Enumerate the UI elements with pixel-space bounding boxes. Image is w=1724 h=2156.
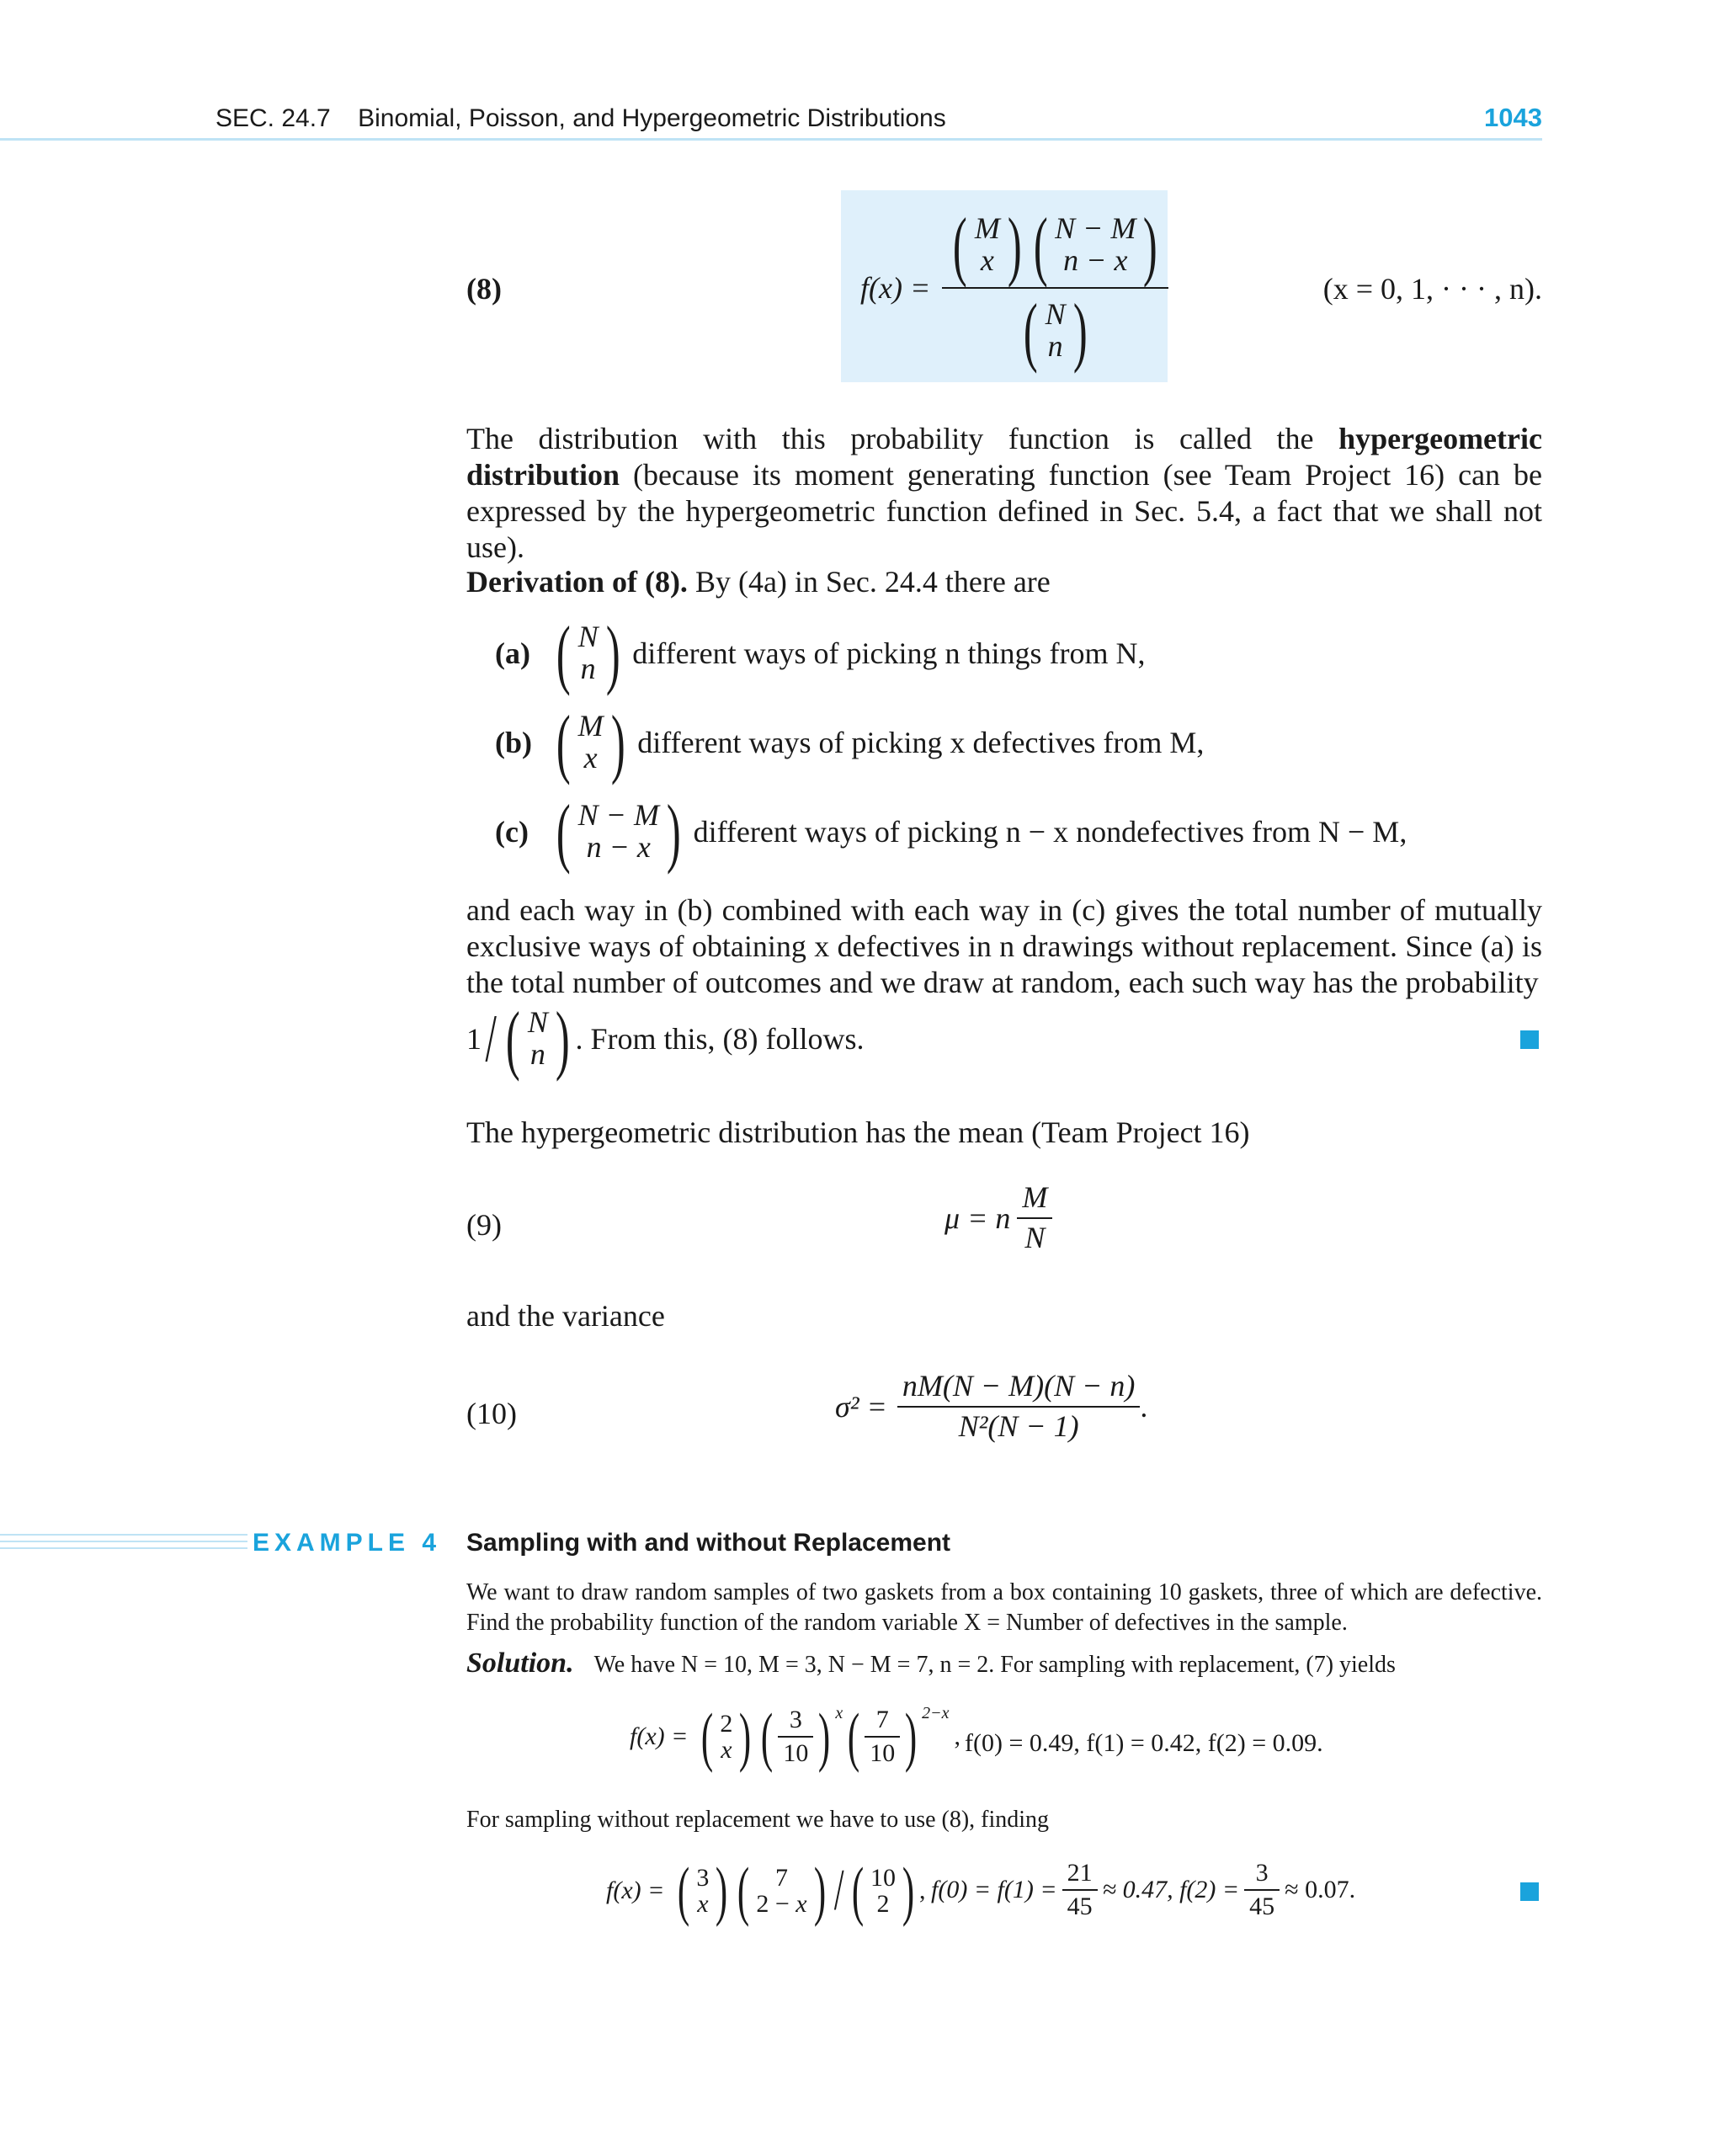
derivation-item-b: (b) ( M x ) different ways of picking x defectives from M, <box>495 700 1205 785</box>
with-replacement-formula: f(x) = ( 2 x ) ( $\frac{3}{10}$ ) x ( $\frac{7}{10}$ ) 2−x , <box>630 1700 961 1773</box>
mean-intro: The hypergeometric distribution has the mean (Team Project 16) <box>466 1115 1250 1149</box>
running-header <box>216 104 946 133</box>
paragraph-hypergeometric-definition: The distribution with this probability function is called the hypergeometric distribution (because its moment generating function (see Team Project 16) can be expressed by the hypergeometric function defined in Sec. 5.4, a fact that we shall not use). <box>466 422 1542 564</box>
eq8-lhs: f(x) = <box>860 271 931 305</box>
derivation-heading: Derivation of (8). By (4a) in Sec. 24.4 there are <box>466 565 1051 599</box>
equation-9-label: (9) <box>466 1208 502 1242</box>
without-replacement-values: f(0) = f(1) = $\frac{21}{45}$ ≈ 0.47, f(2) = $\frac{3}{45}$ ≈ 0.07. <box>931 1859 1356 1920</box>
equation-8-label: (8) <box>466 272 502 306</box>
derivation-explanation: and each way in (b) combined with each way in (c) gives the total number of mutually exclusive ways of obtaining x defectives in n drawings without replacement. Since (a) is the total number of outcomes and we draw at random, each such way has the probability <box>466 893 1542 999</box>
qed-square-example <box>1520 1882 1539 1901</box>
example-problem: We want to draw random samples of two gaskets from a box containing 10 gaskets, three of which are defective. Find the probability function of the random variable X = Number of defectives in the sample. <box>466 1579 1542 1636</box>
section-number: SEC. 24.7 <box>216 104 331 132</box>
header-rule <box>0 138 1542 141</box>
without-replacement-intro: For sampling without replacement we have to use (8), finding <box>466 1807 1050 1833</box>
binom-NM-nx: ( N − M n − x ) <box>556 789 681 875</box>
binom-M-x: ( M x ) <box>556 700 625 785</box>
derivation-item-a: (a) ( N n ) different ways of picking n things from N, <box>495 610 1146 696</box>
without-replacement-formula: f(x) = ( 3 x ) ( 7 2 − x ) / ( 10 2 ) , <box>606 1854 926 1927</box>
with-replacement-values: f(0) = 0.49, f(1) = 0.42, f(2) = 0.09. <box>965 1729 1323 1757</box>
eq8-fraction: ( M x ) ( N − M n − x ) ( N n ) <box>942 206 1168 370</box>
term-hypergeometric-distribution: hypergeometric distribution <box>466 422 1542 492</box>
example-solution: Solution. We have N = 10, M = 3, N − M = 7, n = 2. For sampling with replacement, (7) yields <box>466 1648 1396 1679</box>
derivation-probability: 1 / ( N n ) . From this, (8) follows. <box>466 996 865 1082</box>
section-title: Binomial, Poisson, and Hypergeometric Distributions <box>358 104 946 132</box>
equation-9: μ = n $\frac{M}{N}$ <box>944 1182 1052 1254</box>
binom-N-n: ( N n ) <box>556 610 620 696</box>
equation-8 <box>860 204 1168 372</box>
equation-10: σ² = $\frac{nM(N - M)(N - n)}{\text{N²(N − 1)}}$ . <box>835 1369 1148 1443</box>
qed-square <box>1520 1030 1539 1049</box>
example-title: Sampling with and without Replacement <box>466 1529 951 1557</box>
variance-intro: and the variance <box>466 1299 665 1333</box>
derivation-item-c: (c) ( N − M n − x ) different ways of picking n − x nondefectives from N − M, <box>495 789 1407 875</box>
equation-8-condition: (x = 0, 1, · · · , n). <box>1322 272 1542 306</box>
page-number: 1043 <box>1484 103 1542 132</box>
example-label: EXAMPLE 4 <box>247 1529 446 1557</box>
equation-10-label: (10) <box>466 1397 517 1430</box>
